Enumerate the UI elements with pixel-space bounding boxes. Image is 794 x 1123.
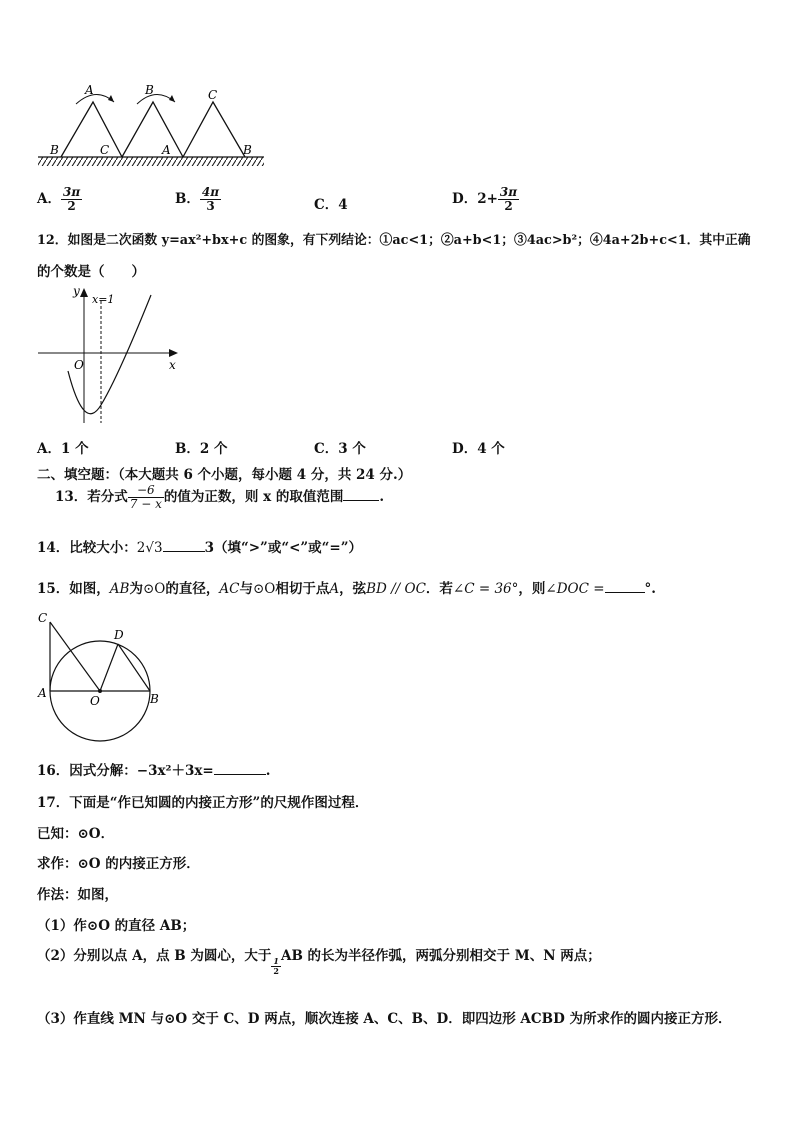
fig15-label-D: D bbox=[114, 628, 124, 642]
parabola-graph bbox=[36, 283, 186, 429]
q17-title: 17．下面是“作已知圆的内接正方形”的尺规作图过程． bbox=[37, 795, 369, 811]
segment-CO bbox=[50, 622, 100, 691]
q11-option-a: A． $\frac{3\pi}{2}$ bbox=[37, 185, 81, 214]
section-2-title: 二、填空题：（本大题共 6 个小题，每小题 4 分，共 24 分.） bbox=[37, 467, 412, 483]
rotation-arrow-2 bbox=[137, 94, 175, 104]
q13-answer-blank[interactable] bbox=[343, 488, 379, 501]
q12-option-c: C．3 个 bbox=[314, 441, 366, 457]
q11-option-b: B． $\frac{4\pi}{3}$ bbox=[175, 185, 220, 214]
fig15-label-C: C bbox=[38, 611, 48, 625]
triangle-rolling-figure bbox=[36, 80, 272, 172]
ground-hatch bbox=[38, 157, 264, 166]
y-axis-label: y bbox=[73, 284, 80, 298]
x-axis-arrow bbox=[169, 349, 178, 357]
fig11-label-B-left: B bbox=[50, 143, 59, 157]
q15-answer-blank[interactable] bbox=[605, 580, 645, 593]
q11-option-d: D．2+ $\frac{3\pi}{2}$ bbox=[452, 185, 518, 214]
q15: 15．如图，AB为⊙O的直径，AC与⊙O相切于点A，弦BD // OC．若∠C = 36°，则∠DOC = °. bbox=[37, 581, 656, 597]
parabola-curve bbox=[68, 295, 151, 414]
origin-label: O bbox=[74, 358, 84, 372]
q12-stem-line1: 12．如图是二次函数 y=ax²+bx+c 的图象，有下列结论：①ac<1；②a+b<1；③4ac>b²；④4a+2b+c<1．其中正确 bbox=[37, 233, 751, 248]
x-axis-label: x bbox=[169, 358, 176, 372]
fig11-label-B-top: B bbox=[145, 83, 154, 97]
triangle-1 bbox=[61, 102, 122, 157]
circle-tangent-figure bbox=[34, 608, 164, 754]
q14: 14．比较大小：2√3 3（填“>”或“<”或“=”） bbox=[37, 540, 363, 556]
fig11-label-A: A bbox=[85, 83, 94, 97]
q17-given: 已知：⊙O． bbox=[37, 826, 115, 842]
q11-option-c: C．4 bbox=[314, 197, 348, 213]
fig11-label-B-right: B bbox=[243, 143, 252, 157]
chord-BD bbox=[118, 644, 150, 691]
fig15-label-O: O bbox=[90, 694, 100, 708]
fig11-label-C-mid: C bbox=[100, 143, 110, 157]
q14-answer-blank[interactable] bbox=[163, 539, 205, 552]
q12-stem-line2: 的个数是（ ） bbox=[37, 264, 145, 280]
q12-option-a: A．1 个 bbox=[37, 441, 89, 457]
q16: 16．因式分解：−3x²＋3x= . bbox=[37, 763, 271, 779]
q17-step3: （3）作直线 MN 与⊙O 交于 C、D 两点，顺次连接 A、C、B、D．即四边形 ACBD 为所求作的圆内接正方形． bbox=[37, 1011, 732, 1027]
symmetry-axis-label: x=1 bbox=[92, 293, 115, 306]
rotation-arrowhead-1 bbox=[108, 95, 114, 102]
q12-option-d: D．4 个 bbox=[452, 441, 505, 457]
triangle-3 bbox=[183, 102, 245, 157]
rotation-arrow-1 bbox=[76, 94, 114, 104]
q16-answer-blank[interactable] bbox=[214, 762, 266, 775]
fig15-label-A: A bbox=[38, 686, 47, 700]
q12-option-b: B．2 个 bbox=[175, 441, 228, 457]
triangle-2 bbox=[122, 102, 183, 157]
fig11-label-A-mid: A bbox=[162, 143, 171, 157]
q17-step2: （2）分别以点 A，点 B 为圆心，大于 $\frac{1}{2}$ AB 的长为半径作弧，两弧分别相交于 M、N 两点； bbox=[37, 948, 601, 976]
fig15-label-B: B bbox=[150, 692, 159, 706]
y-axis-arrow bbox=[80, 288, 88, 297]
q17-find: 求作：⊙O 的内接正方形． bbox=[37, 856, 200, 872]
segment-OD bbox=[100, 644, 118, 691]
q17-step1: （1）作⊙O 的直径 AB； bbox=[37, 918, 196, 934]
q17-method: 作法：如图， bbox=[37, 887, 118, 903]
fig11-label-C-top: C bbox=[208, 88, 218, 102]
center-dot bbox=[98, 689, 102, 693]
q13: 13．若分式 $\frac{-6}{7 - x}$ 的值为正数，则 x 的取值范围 . bbox=[55, 483, 385, 512]
